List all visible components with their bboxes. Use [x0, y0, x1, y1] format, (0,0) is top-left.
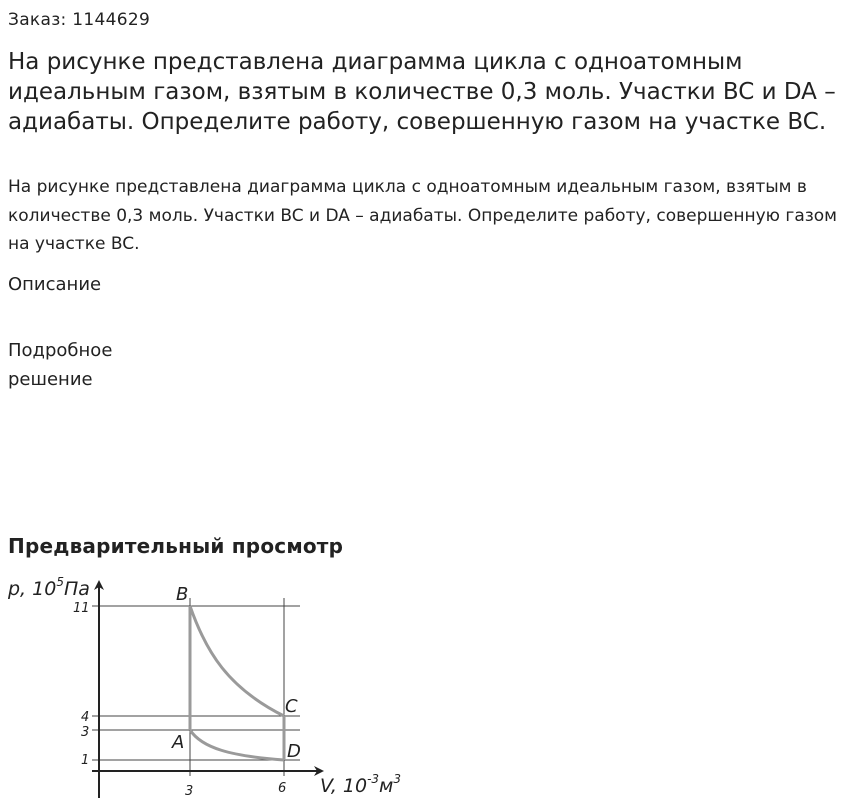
- y-tick-4: 4: [81, 710, 90, 725]
- y-tick-1: 1: [81, 753, 90, 768]
- point-label-b: B: [176, 584, 189, 605]
- preview-heading: Предварительный просмотр: [8, 534, 344, 558]
- x-tick-6: 6: [278, 781, 287, 796]
- x-tick-3: 3: [185, 784, 194, 799]
- pv-diagram: [0, 566, 420, 806]
- description-label: Описание: [8, 274, 102, 295]
- x-axis-label: V, $10^{-3}м^3$: [320, 772, 402, 797]
- adiabat-da: [190, 730, 284, 760]
- y-tick-11: 11: [73, 601, 90, 616]
- order-number: Заказ: 1144629: [8, 10, 151, 30]
- point-label-a: A: [172, 732, 185, 753]
- y-axis-label: p, $10^5Па$: [8, 575, 90, 600]
- detailed-solution-label: Подробное решение: [8, 340, 113, 390]
- problem-text: На рисунке представлена диаграмма цикла с одноатомным идеальным газом, взятым в количестве 0,3 моль. Участки BC и DA – адиабаты. Определите работу, совершенную газом на участке BC.: [8, 177, 838, 254]
- problem-title: На рисунке представлена диаграмма цикла с одноатомным идеальным газом, взятым в количестве 0,3 моль. Участки BC и DA – адиабаты. Определите работу, совершенную газом на участке BC.: [8, 49, 836, 135]
- point-label-d: D: [287, 741, 301, 762]
- y-tick-3: 3: [81, 725, 90, 740]
- point-label-c: C: [285, 696, 298, 717]
- adiabat-bc: [190, 606, 284, 716]
